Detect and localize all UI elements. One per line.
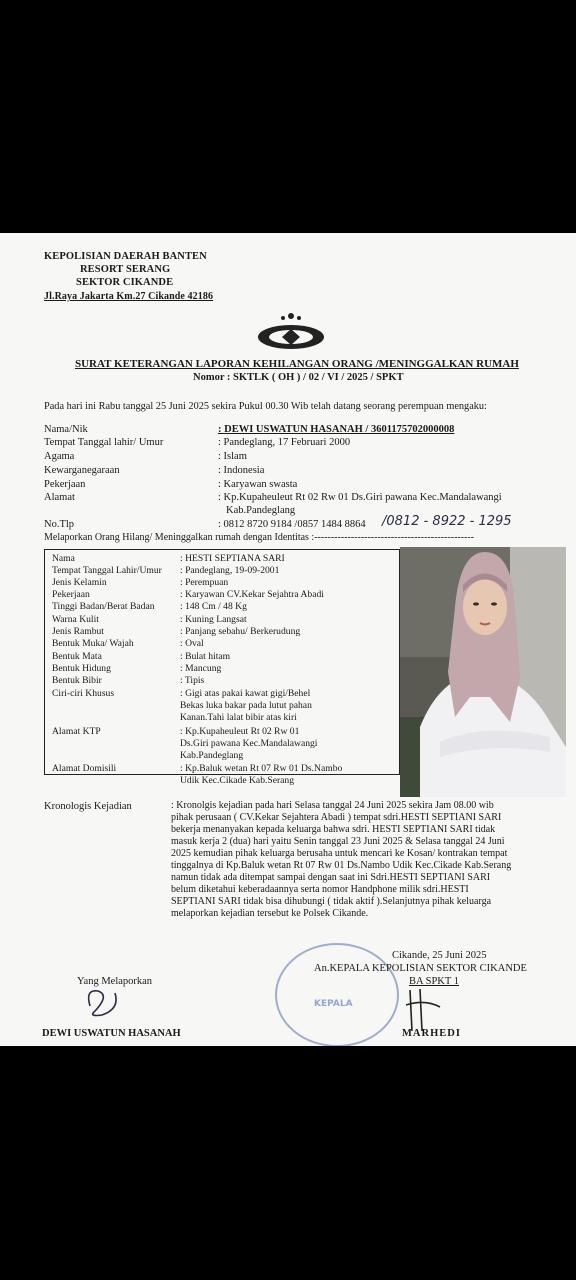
missing-label: Bentuk Hidung [52,663,111,674]
reporter-signature-icon [80,981,150,1021]
missing-value: : Karyawan CV.Kekar Sejahtra Abadi [180,589,324,600]
header-address: Jl.Raya Jakarta Km.27 Cikande 42186 [44,291,214,302]
reporter-label: Pekerjaan [44,479,86,490]
kronologis-line: masuk kerja 2 (dua) hari yaitu Senin tanggal 23 Juni 2025 & Selasa tanggal 24 Juni [171,836,505,847]
document-number: Nomor : SKTLK ( OH ) / 02 / VI / 2025 / SPKT [193,372,404,383]
reporter-value: : DEWI USWATUN HASANAH / 3601175702000008 [218,424,455,435]
header-line-1: KEPOLISIAN DAERAH BANTEN [44,251,207,262]
missing-value: : Panjang sebahu/ Berkerudung [180,626,301,637]
report-line: Melaporkan Orang Hilang/ Meninggalkan rumah dengan Identitas :------------------------------------------------ [44,532,475,543]
missing-value: : Oval [180,638,204,649]
kronologis-line: SEPTIANI SARI tidak bisa dihubungi ( tidak aktif ).Selanjutnya pihak keluarga [171,896,492,907]
missing-label: Bentuk Bibir [52,675,102,686]
kronologis-line: melaporkan kejadian tersebut ke Polsek Cikande. [171,908,369,919]
missing-value: Ds.Giri pawana Kec.Mandalawangi [180,738,318,749]
reporter-value: : 0812 8720 9184 /0857 1484 8864 [218,519,366,530]
kronologis-line: 2025 kemudian pihak keluarga berusaha untuk mencari ke Kosan/ kontrakan tempat [171,848,508,859]
officer-sign-name: MARHEDI [402,1028,461,1039]
missing-value: : HESTI SEPTIANA SARI [180,553,285,564]
missing-value: Kab.Pandeglang [180,750,244,761]
missing-label: Tinggi Badan/Berat Badan [52,601,155,612]
missing-value: : Kuning Langsat [180,614,247,625]
reporter-label: No.Tlp [44,519,75,530]
signature-place-date: Cikande, 25 Juni 2025 [392,950,487,961]
reporter-label: Tempat Tanggal lahir/ Umur [44,437,164,448]
document-title: SURAT KETERANGAN LAPORAN KEHILANGAN ORANG /MENINGGALKAN RUMAH [75,358,519,370]
missing-person-photo [400,547,566,797]
missing-label: Ciri-ciri Khusus [52,688,115,699]
reporter-label: Nama/Nik [44,424,88,435]
missing-value: : 148 Cm / 48 Kg [180,601,247,612]
header-line-2: RESORT SERANG [80,264,171,275]
missing-value: : Perempuan [180,577,229,588]
reporter-label: Agama [44,451,75,462]
kronologis-line: : Kronolgis kejadian pada hari Selasa tanggal 24 Juni 2025 sekira Jam 08.00 wib [171,800,494,811]
police-emblem-icon [256,309,326,353]
signature-on-behalf: An.KEPALA KEPOLISIAN SEKTOR CIKANDE [314,963,527,974]
reporter-value: : Karyawan swasta [218,479,298,490]
header-line-3: SEKTOR CIKANDE [76,277,174,288]
intro-text: Pada hari ini Rabu tanggal 25 Juni 2025 sekira Pukul 00.30 Wib telah datang seorang perempuan mengaku: [44,401,487,412]
stamp-text: KEPALA [314,999,353,1009]
kronologis-line: tinggalnya di Kp.Baluk wetan Rt 07 Rw 01 Ds.Nambo Udik Kec.Cikade Kab.Serang [171,860,512,871]
reporter-value: : Kp.Kupaheuleut Rt 02 Rw 01 Ds.Giri pawana Kec.Mandalawangi [218,492,502,503]
document-page [0,233,576,1046]
reporter-sign-name: DEWI USWATUN HASANAH [42,1028,181,1039]
missing-value: Udik Kec.Cikade Kab.Serang [180,775,295,786]
missing-value: Bekas luka bakar pada lutut pahan [180,700,312,711]
kronologis-label: Kronologis Kejadian [44,801,132,812]
missing-value: : Mancung [180,663,222,674]
kronologis-line: belum diketahui keberadaannya serta nomor Handphone milik sdri.HESTI [171,884,469,895]
missing-value: : Pandeglang, 19-09-2001 [180,565,280,576]
reporter-sign-label: Yang Melaporkan [77,976,153,987]
missing-value: : Tipis [180,675,205,686]
missing-value: : Gigi atas pakai kawat gigi/Behel [180,688,311,699]
missing-label: Bentuk Mata [52,651,102,662]
missing-label: Pekerjaan [52,589,90,600]
reporter-value: : Indonesia [218,465,265,476]
kronologis-line: pihak perusaan ( CV.Kekar Sejahtera Abadi ) tempat sdri.HESTI SEPTIANI SARI [171,812,502,823]
official-stamp [275,943,399,1046]
handwritten-phone: /0812 - 8922 - 1295 [382,514,512,529]
missing-label: Bentuk Muka/ Wajah [52,638,134,649]
signature-unit: BA SPKT 1 [409,976,459,987]
reporter-label: Alamat [44,492,75,503]
missing-label: Alamat Domisili [52,763,117,774]
missing-label: Warna Kulit [52,614,99,625]
missing-value: : Kp.Baluk wetan Rt 07 Rw 01 Ds.Nambo [180,763,343,774]
missing-label: Jenis Rambut [52,626,104,637]
officer-signature-icon [400,985,450,1033]
missing-label: Tempat Tanggal Lahir/Umur [52,565,162,576]
missing-value: : Kp.Kupaheuleut Rt 02 Rw 01 [180,726,300,737]
missing-label: Jenis Kelamin [52,577,107,588]
kronologis-line: namun tidak ada ditempat sampai dengan saat ini Sdri.HESTI SEPTIANI SARI [171,872,491,883]
missing-label: Alamat KTP [52,726,101,737]
missing-value: Kanan.Tahi lalat bibir atas kiri [180,712,297,723]
kronologis-line: bekerja menanyakan kepada keluarga bahwa sdri. HESTI SEPTIANI SARI tidak [171,824,496,835]
reporter-value: : Islam [218,451,247,462]
missing-value: : Bulat hitam [180,651,231,662]
reporter-label: Kewarganegaraan [44,465,120,476]
reporter-value: : Pandeglang, 17 Februari 2000 [218,437,351,448]
missing-label: Nama [52,553,75,564]
reporter-value: Kab.Pandeglang [226,505,296,516]
